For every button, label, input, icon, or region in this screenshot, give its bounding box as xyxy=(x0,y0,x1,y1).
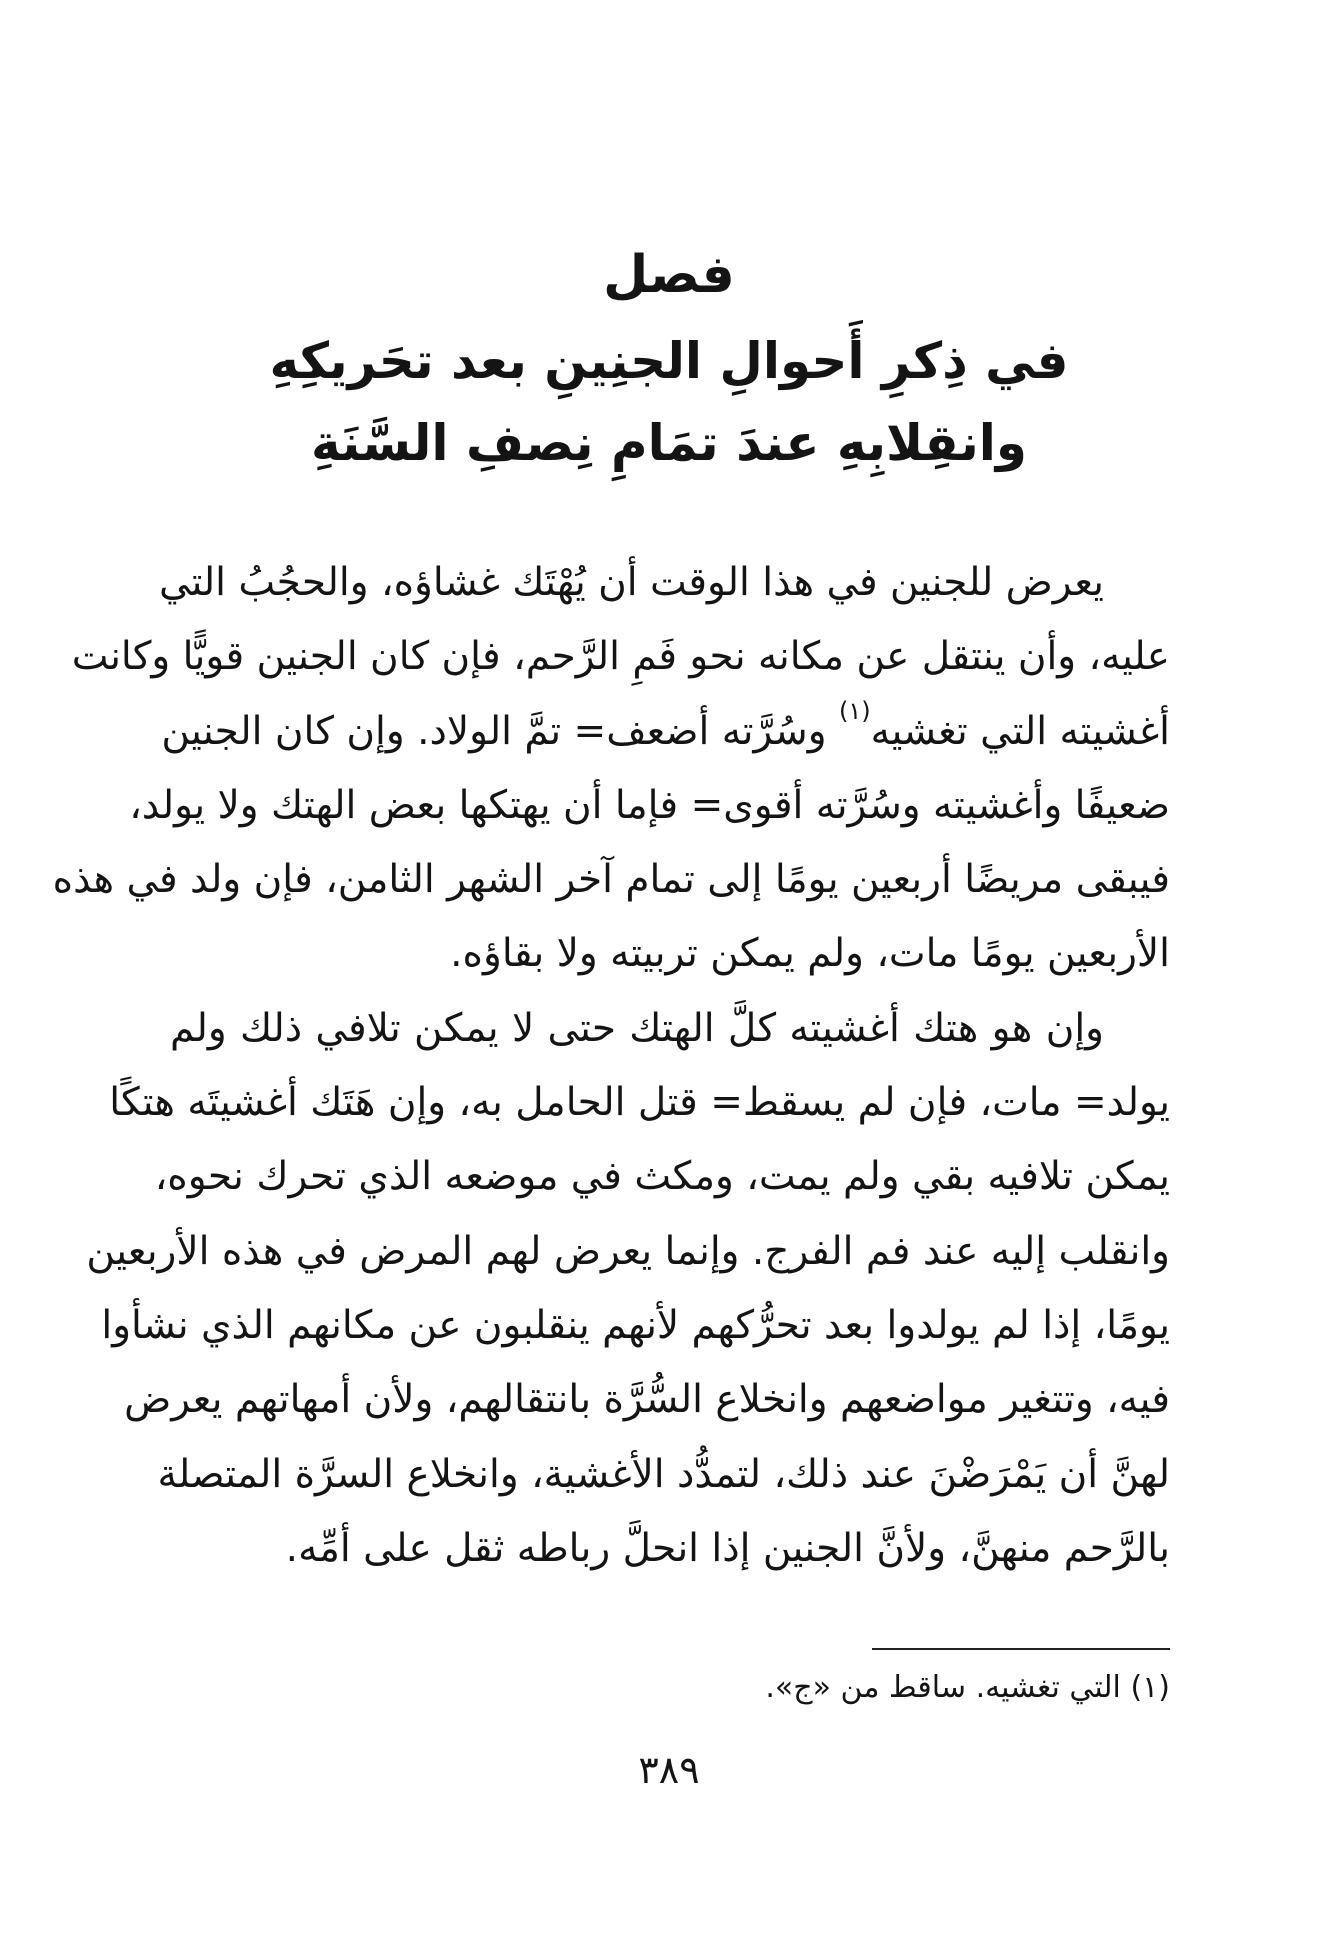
footnote-text: التي تغشيه. ساقط من «ج». xyxy=(765,1670,1121,1705)
paragraph-2-line-5: يومًا، إذا لم يولدوا بعد تحرُّكهم لأنهم ينقلبون عن مكانهم الذي نشأوا xyxy=(101,1302,1170,1348)
paragraph-2-line-4: وانقلب إليه عند فم الفرج. وإنما يعرض لهم المرض في هذه الأربعين xyxy=(86,1228,1170,1274)
paragraph-1-line-2: عليه، وأن ينتقل عن مكانه نحو فَمِ الرَّحم، فإن كان الجنين قويًّا وكانت xyxy=(71,634,1170,680)
paragraph-1 xyxy=(52,546,1170,992)
chapter-label: فصل xyxy=(603,245,735,305)
paragraph-2-line-6: فيه، وتتغير مواضعهم وانخلاع السُّرَّة بانتقالهم، ولأن أمهاتهم يعرض xyxy=(124,1377,1170,1423)
body-text xyxy=(52,546,1170,1586)
paragraph-2-line-1: وإن هو هتك أغشيته كلَّ الهتك حتى لا يمكن تلافي ذلك ولم xyxy=(170,1005,1104,1051)
paragraph-1-line-6: الأربعين يومًا مات، ولم يمكن تربيته ولا بقاؤه. xyxy=(450,931,1170,977)
paragraph-2-line-2: يولد= مات، فإن لم يسقط= قتل الحامل به، وإن هَتَك أغشيتَه هتكًا xyxy=(109,1080,1170,1126)
section-title xyxy=(269,320,1069,484)
page-number: ٣٨٩ xyxy=(638,1748,700,1792)
footnote-divider xyxy=(872,1648,1170,1650)
paragraph-2-line-7: لهنَّ أن يَمْرَضْنَ عند ذلك، لتمدُّد الأغشية، وانخلاع السرَّة المتصلة xyxy=(157,1451,1170,1497)
paragraph-1-line-3 xyxy=(161,695,1170,769)
paragraph-1-line-3-end: وسُرَّته أضعف= تمَّ الولاد. وإن كان الجنين xyxy=(161,708,839,754)
footnote-marker: (١) xyxy=(1130,1670,1170,1705)
paragraph-1-line-4: ضعيفًا وأغشيته وسُرَّته أقوى= فإما أن يهتكها بعض الهتك ولا يولد، xyxy=(129,782,1170,828)
section-title-line-1: في ذِكرِ أَحوالِ الجنِينِ بعد تحَريكِهِ xyxy=(269,332,1069,390)
paragraph-2-line-8: بالرَّحم منهنَّ، ولأنَّ الجنين إذا انحلَّ رباطه ثقل على أمِّه. xyxy=(285,1525,1170,1571)
footnote-reference: (١) xyxy=(838,696,871,725)
paragraph-1-line-3-start: أغشيته التي تغشيه xyxy=(870,708,1170,754)
footnote xyxy=(600,1666,1170,1710)
paragraph-2 xyxy=(86,992,1170,1586)
paragraph-2-line-3: يمكن تلافيه بقي ولم يمت، ومكث في موضعه الذي تحرك نحوه، xyxy=(154,1154,1170,1200)
paragraph-1-line-5: فيبقى مريضًا أربعين يومًا إلى تمام آخر الشهر الثامن، فإن ولد في هذه xyxy=(52,857,1170,903)
paragraph-1-line-1: يعرض للجنين في هذا الوقت أن يُهْتَك غشاؤه، والحجُبُ التي xyxy=(159,560,1104,605)
section-title-line-2: وانقِلابِهِ عندَ تمَامِ نِصفِ السَّنَةِ xyxy=(311,414,1027,472)
